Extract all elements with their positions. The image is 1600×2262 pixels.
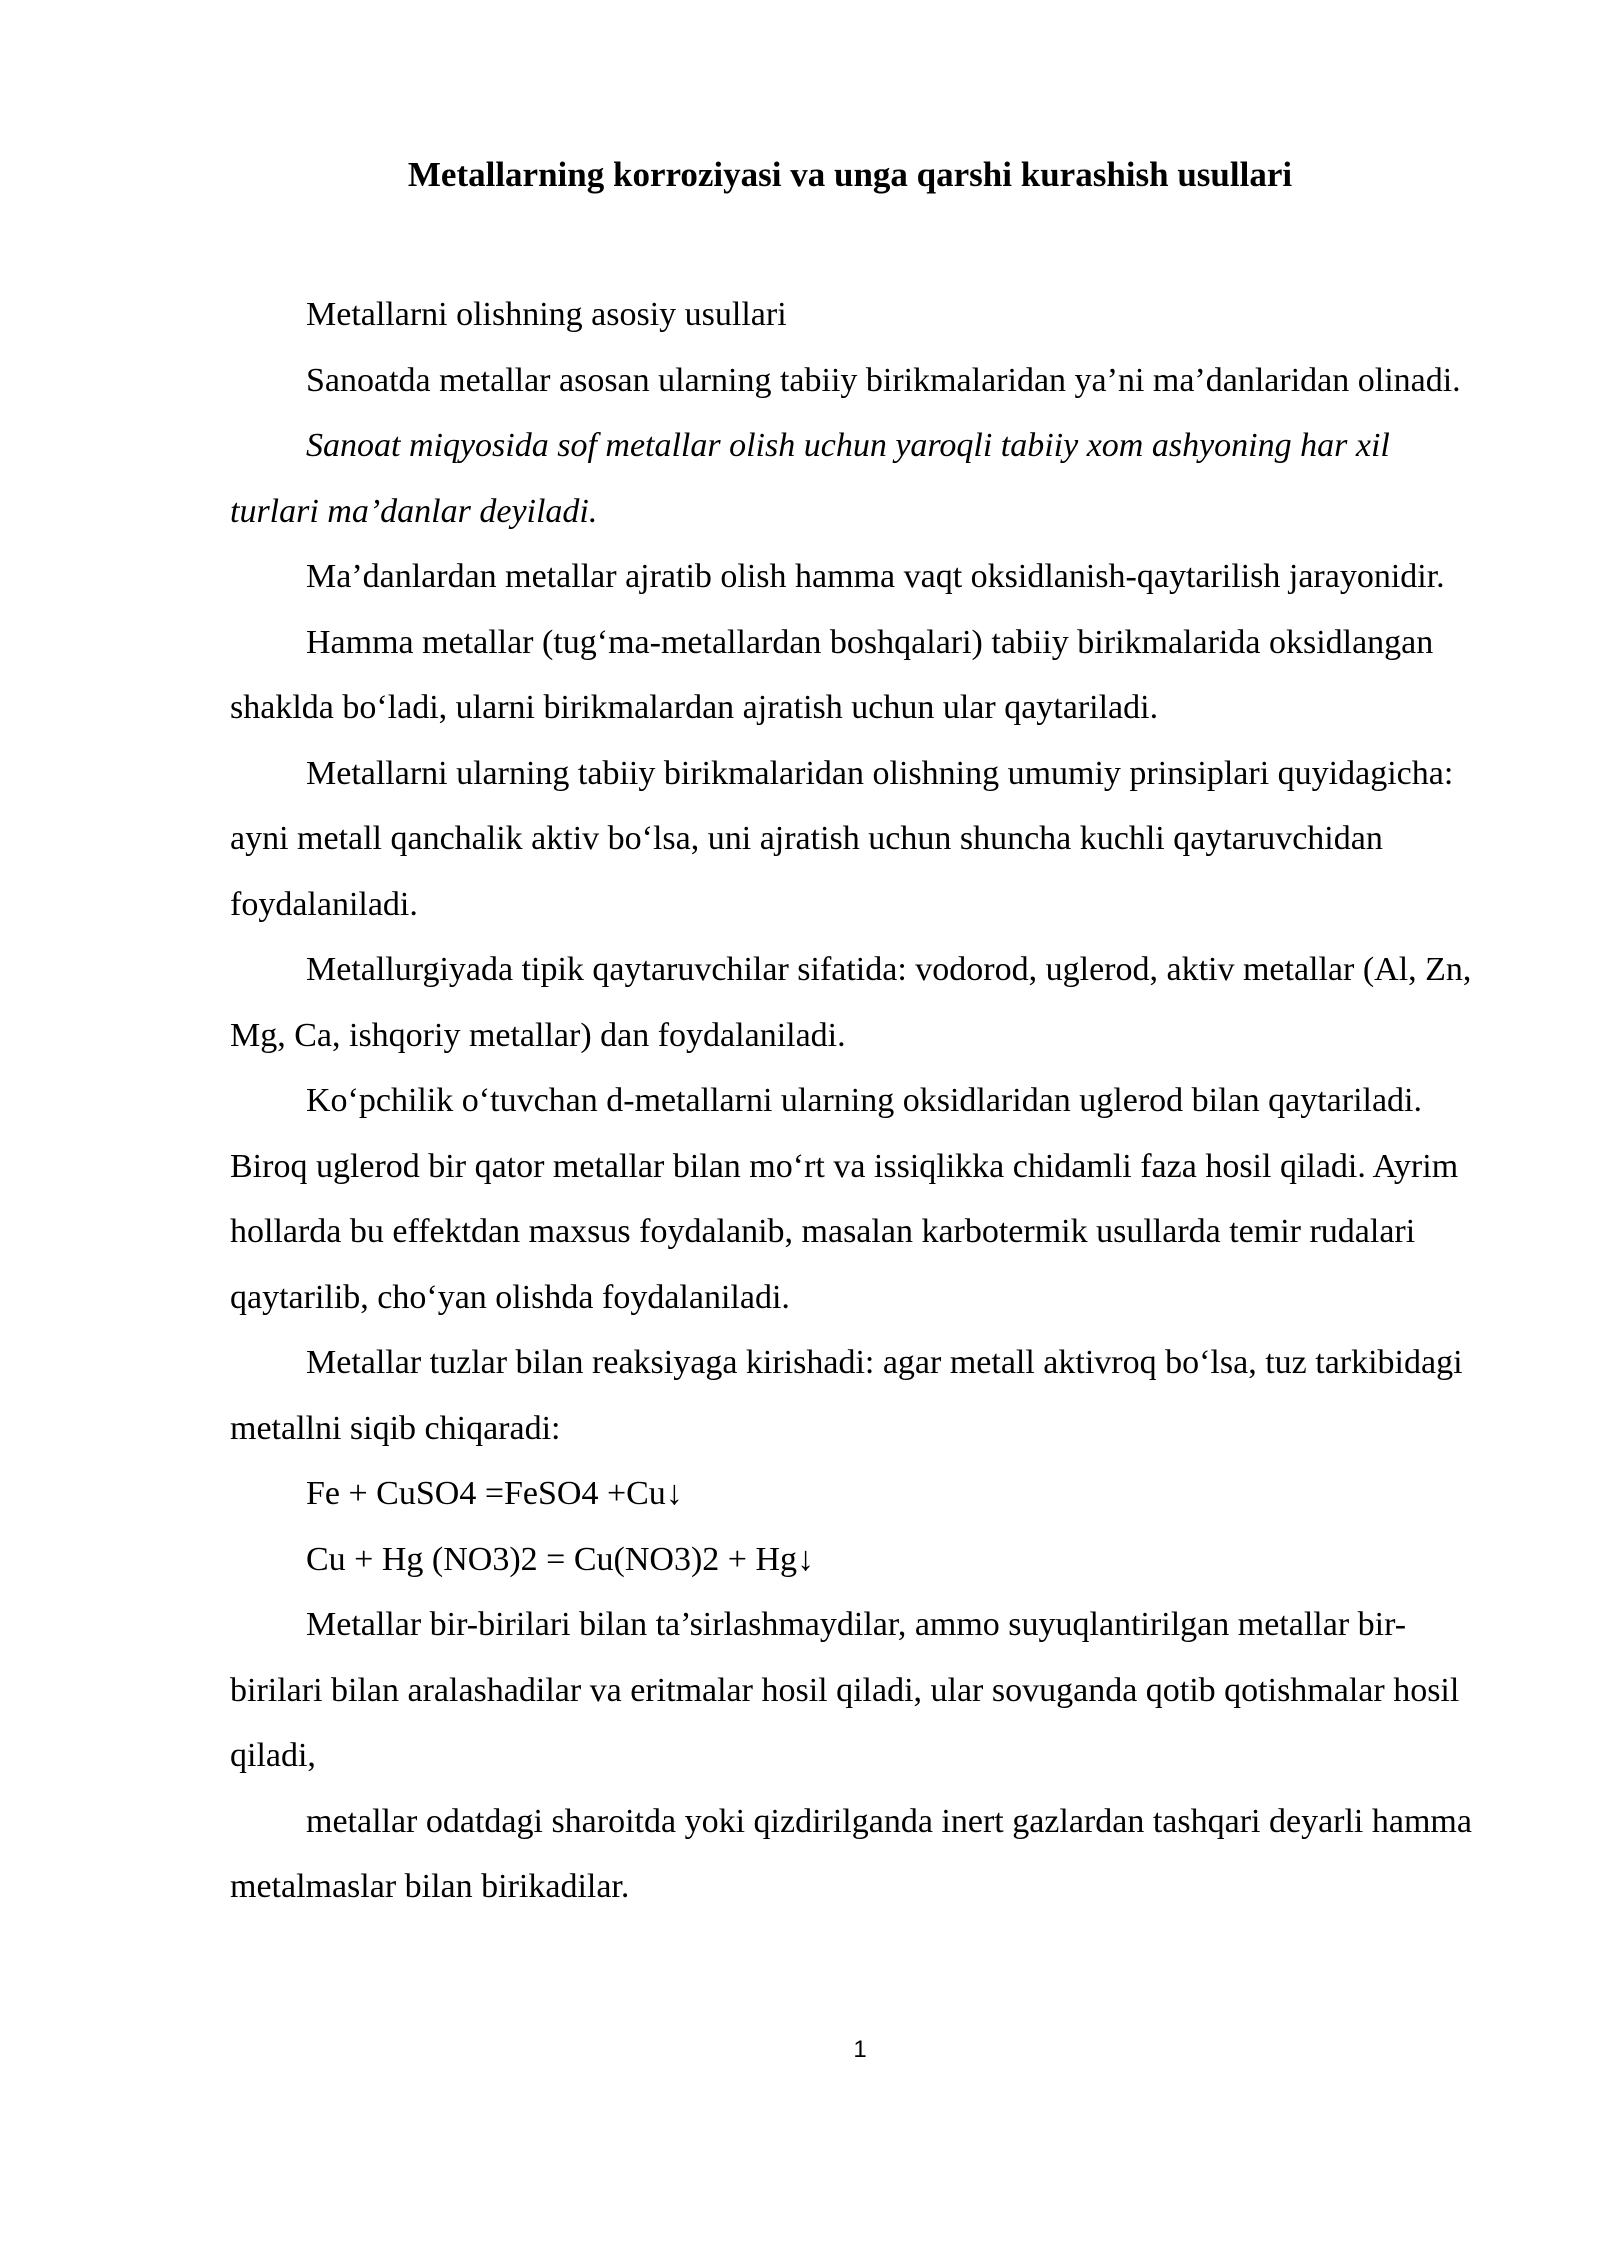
paragraph: Sanoatda metallar asosan ularning tabiiy birikmalaridan ya’ni ma’danlaridan olinadi. xyxy=(306,361,1461,399)
chemical-equation: Cu + Hg (NO3)2 = Cu(NO3)2 + Hg↓ xyxy=(306,1540,814,1578)
paragraph-definition: Sanoat miqyosida sof metallar olish uchun yaroqli tabiiy xom ashyoning har xil turlari ma’danlar deyiladi. xyxy=(230,427,1390,530)
paragraph: Metallar tuzlar bilan reaksiyaga kirishadi: agar metall aktivroq bo‘lsa, tuz tarkibidagi metallni siqib chiqaradi: xyxy=(230,1344,1463,1447)
paragraph: Ko‘pchilik o‘tuvchan d-metallarni ularning oksidlaridan uglerod bilan qaytariladi. Biroq uglerod bir qator metallar bilan mo‘rt va issiqlikka chidamli faza hosil qiladi. Ayrim hollarda bu effektdan maxsus foydalanib, masalan karbotermik usullarda temir rudalari qaytarilib, cho‘yan olishda foydalaniladi. xyxy=(230,1082,1459,1316)
chemical-equation: Fe + CuSO4 =FeSO4 +Cu↓ xyxy=(306,1475,683,1512)
paragraph: Ma’danlardan metallar ajratib olish hamma vaqt oksidlanish-qaytarilish jarayonidir. xyxy=(306,558,1445,595)
paragraph: Metallurgiyada tipik qaytaruvchilar sifatida: vodorod, uglerod, aktiv metallar (Al, Zn, Mg, Ca, ishqoriy metallar) dan foydalaniladi. xyxy=(230,951,1472,1054)
paragraph: Hamma metallar (tug‘ma-metallardan boshqalari) tabiiy birikmalarida oksidlangan shaklda bo‘ladi, ularni birikmalardan ajratish uchun ular qaytariladi. xyxy=(230,623,1434,726)
paragraph: Metallarni ularning tabiiy birikmalaridan olishning umumiy prinsiplari quyidagicha: ayni metall qanchalik aktiv bo‘lsa, uni ajratish uchun shuncha kuchli qaytaruvchidan foydalaniladi. xyxy=(230,754,1454,923)
paragraph: Metallar bir-birilari bilan ta’sirlashmaydilar, ammo suyuqlantirilgan metallar bir-birilari bilan aralashadilar va eritmalar hosil qiladi, ular sovuganda qotib qotishmalar hosil qiladi, xyxy=(230,1606,1460,1774)
document-title: Metallarning korroziyasi va unga qarshi kurashish usullari xyxy=(407,155,1293,194)
paragraph: metallar odatdagi sharoitda yoki qizdirilganda inert gazlardan tashqari deyarli hamma metalmaslar bilan birikadilar. xyxy=(230,1802,1472,1905)
paragraph-section-heading: Metallarni olishning asosiy usullari xyxy=(306,296,787,333)
document-body xyxy=(230,282,1480,1920)
page-number: 1 xyxy=(853,2036,867,2063)
